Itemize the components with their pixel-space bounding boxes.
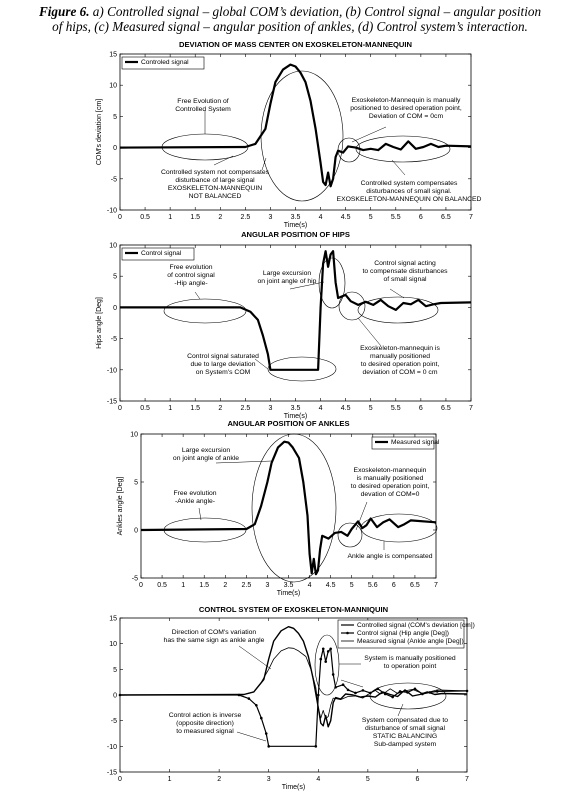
x-tick-label: 5.5	[390, 405, 401, 412]
y-axis-label: Ankles angle [Deg]	[117, 476, 124, 536]
annotation-line: Deviation of COM = 0cm	[368, 113, 444, 120]
x-tick-label: 3	[268, 214, 273, 221]
y-tick-label: -5	[110, 336, 117, 344]
annotation-line: STATIC BALANCING	[372, 733, 438, 740]
x-tick-label: 0.5	[157, 582, 167, 589]
annotation-line: is manually positioned	[356, 475, 424, 482]
chart-title: ANGULAR POSITION OF ANKLES	[227, 419, 350, 428]
x-tick-label: 0	[118, 776, 122, 783]
y-tick-label: 15	[109, 615, 117, 623]
series-point	[267, 745, 270, 748]
annotation-text	[173, 490, 216, 505]
y-tick-label: -15	[106, 769, 117, 777]
x-tick-label: 6.5	[441, 405, 451, 412]
x-tick-label: 1.5	[190, 214, 201, 221]
x-tick-label: 2	[218, 405, 223, 412]
annotation-line: Direction of COM's variation	[171, 629, 257, 636]
annotation-text	[258, 270, 317, 285]
legend-label: Measured signal	[391, 439, 440, 446]
annotation-line: has the same sign as ankle angle	[163, 637, 265, 644]
x-tick-label: 1	[168, 405, 173, 412]
annotation-line: Exoskeleton-mannequin is	[360, 345, 440, 352]
annotation-line: to operation point	[383, 663, 437, 670]
x-tick-label: 1	[168, 214, 173, 221]
series-point	[327, 650, 330, 653]
y-tick-label: 0	[113, 304, 117, 312]
x-tick-label: 7	[469, 405, 473, 412]
annotation-line: Controlled system not compensates	[160, 169, 270, 176]
x-tick-label: 4	[318, 405, 323, 412]
x-tick-label: 0	[118, 405, 122, 412]
series-point	[391, 696, 394, 699]
x-tick-label: 6.5	[441, 214, 451, 221]
annotation-pointer	[195, 292, 200, 299]
x-tick-label: 7	[465, 776, 469, 783]
x-tick-label: 6	[391, 582, 396, 589]
annotation-text	[362, 260, 448, 283]
annotation-line: to desired operation point,	[360, 361, 440, 368]
y-tick-label: 5	[113, 666, 117, 674]
annotation-line: Control signal acting	[374, 260, 436, 267]
x-tick-label: 0	[118, 214, 122, 221]
x-tick-label: 3.5	[290, 405, 301, 412]
annotation-text	[161, 169, 270, 200]
annotation-line: Free evolution	[173, 490, 217, 497]
y-tick-label: 10	[130, 431, 138, 439]
annotation-pointer	[237, 732, 266, 741]
x-tick-label: 5	[365, 776, 370, 783]
annotation-line: manually positioned	[369, 353, 431, 360]
annotation-text	[351, 467, 430, 498]
y-tick-label: 10	[109, 242, 117, 250]
y-tick-label: -10	[106, 367, 117, 375]
x-tick-label: 4	[318, 214, 323, 221]
y-tick-label: 0	[113, 692, 117, 700]
annotation-pointer	[214, 156, 233, 165]
series-point	[322, 648, 325, 651]
annotation-line: to measured signal	[176, 728, 234, 735]
x-tick-label: 6	[418, 214, 423, 221]
annotation-line: EXOSKELETON-MANNEQUIN	[167, 185, 263, 192]
x-tick-label: 5	[368, 405, 373, 412]
annotation-line: due to large deviation	[190, 361, 256, 368]
y-axis-label: Hips angle [Deg]	[96, 297, 103, 349]
y-tick-label: -5	[110, 176, 117, 184]
legend-label: Controlled signal (COM's deviation [cm])	[357, 622, 475, 629]
annotation-line: Free evolution	[169, 264, 213, 271]
annotation-line: (opposite direction)	[176, 720, 234, 727]
y-tick-label: -5	[131, 575, 138, 583]
y-tick-label: 0	[113, 145, 117, 153]
y-tick-label: 5	[134, 479, 138, 487]
highlight-ellipse	[252, 434, 336, 582]
x-tick-label: 4.5	[325, 582, 336, 589]
x-tick-label: 1.5	[190, 405, 201, 412]
y-tick-label: 5	[113, 273, 117, 281]
x-tick-label: 3.5	[283, 582, 294, 589]
x-axis-label: Time(s)	[276, 590, 301, 597]
series-point	[317, 694, 320, 697]
legend-label: Control signal (Hip angle [Deg])	[357, 630, 449, 637]
series-point	[324, 660, 327, 663]
x-tick-label: 5	[368, 214, 373, 221]
annotation-line: on joint angle of ankle	[172, 455, 240, 462]
x-tick-label: 0.5	[140, 214, 150, 221]
annotation-line: Sub-damped system	[373, 741, 437, 748]
highlight-ellipse	[370, 683, 446, 709]
x-tick-label: 4.5	[340, 405, 351, 412]
legend-marker	[346, 632, 349, 635]
legend-label: Controled signal	[141, 59, 189, 66]
x-tick-label: 2.5	[240, 214, 251, 221]
annotation-line: Exoskeleton-Mannequin is manually	[351, 97, 461, 104]
x-tick-label: 4.5	[340, 214, 351, 221]
x-tick-label: 2.5	[241, 582, 252, 589]
highlight-ellipse	[358, 297, 438, 323]
annotation-line: devation of COM=0	[360, 491, 420, 498]
chart-title: CONTROL SYSTEM OF EXOSKELETON-MANNIQUIN	[198, 605, 389, 614]
annotation-line: disturbances of small signal.	[366, 188, 452, 195]
annotation-line: Controlled system compensates	[360, 180, 458, 187]
x-tick-label: 6	[415, 776, 420, 783]
x-tick-label: 2	[218, 214, 223, 221]
annotation-line: Large excursion	[262, 270, 312, 277]
annotation-text	[175, 98, 231, 113]
chart-title: DEVIATION OF MASS CENTER ON EXOSKELETON-MANNEQUIN	[178, 40, 413, 49]
chart-panel-2	[96, 230, 473, 420]
annotation-pointer	[398, 704, 403, 716]
annotation-line: disturbance of large signal	[175, 177, 255, 184]
x-axis-label: Time(s)	[281, 784, 306, 791]
annotation-pointer	[390, 289, 404, 298]
annotation-line: disturbance of small signal	[364, 725, 446, 732]
annotation-text	[350, 97, 462, 120]
annotation-line: Free Evolution of	[177, 98, 229, 105]
annotation-text	[362, 717, 448, 748]
annotation-line: System is manually positioned	[364, 655, 456, 662]
annotation-pointer	[255, 359, 268, 369]
x-tick-label: 5.6	[367, 582, 378, 589]
y-tick-label: -10	[106, 743, 117, 751]
annotation-line: Control action is inverse	[168, 712, 242, 719]
x-tick-label: 3	[265, 582, 270, 589]
x-tick-label: 5.5	[390, 214, 401, 221]
y-tick-label: -10	[106, 207, 117, 215]
x-tick-label: 2.5	[240, 405, 251, 412]
x-tick-label: 3	[268, 405, 273, 412]
annotation-line: EXOSKELETON-MANNEQUIN ON BALANCED	[336, 196, 482, 203]
annotation-line: -Hip angle-	[174, 280, 208, 287]
annotation-line: to desired operation point,	[350, 483, 430, 490]
annotation-line: Large excursion	[181, 447, 231, 454]
highlight-ellipse	[338, 523, 362, 547]
x-tick-label: 6.5	[410, 582, 420, 589]
series-point	[329, 648, 332, 651]
chart-panel-4	[107, 605, 475, 791]
highlight-ellipse	[164, 299, 246, 323]
x-tick-label: 3	[266, 776, 271, 783]
series-point	[347, 689, 350, 692]
x-tick-label: 0	[139, 582, 143, 589]
y-tick-label: 15	[109, 51, 117, 59]
series-point	[315, 745, 318, 748]
series-point	[238, 694, 241, 697]
chart-panel-1	[96, 40, 482, 229]
annotation-line: positioned to desired operation point,	[350, 105, 462, 112]
x-tick-label: 3.5	[290, 214, 301, 221]
x-tick-label: 2	[217, 776, 222, 783]
chart-title: ANGULAR POSITION OF HIPS	[241, 230, 350, 239]
series-point	[265, 732, 268, 735]
annotation-text	[164, 629, 265, 644]
series-point	[319, 658, 322, 661]
series-point	[354, 692, 357, 695]
annotation-text	[347, 553, 432, 560]
x-tick-label: 1.5	[199, 582, 210, 589]
x-axis-label: Time(s)	[283, 413, 308, 420]
caption-line-1: a) Controlled signal – global COM’s deviation, (b) Control signal – angular position	[92, 4, 542, 19]
highlight-ellipse	[338, 138, 360, 162]
x-axis-label: Time(s)	[283, 222, 308, 229]
annotation-text	[167, 264, 215, 287]
annotation-line: to compensate disturbances	[362, 268, 448, 275]
x-tick-label: 4	[307, 582, 312, 589]
series-point	[406, 691, 409, 694]
x-tick-label: 5	[349, 582, 354, 589]
y-tick-label: 0	[134, 527, 138, 535]
series-point	[332, 673, 335, 676]
x-tick-label: 4	[316, 776, 321, 783]
x-tick-label: 6	[418, 405, 423, 412]
series-point	[255, 704, 258, 707]
y-tick-label: -15	[106, 398, 117, 406]
legend-label: Control signal	[141, 250, 182, 257]
x-tick-label: 7	[469, 214, 473, 221]
annotation-line: on joint angle of hip	[257, 278, 317, 285]
x-tick-label: 7	[434, 582, 438, 589]
annotation-text	[337, 180, 482, 203]
annotation-text	[187, 353, 259, 376]
caption-line-2: of hips, (c) Measured signal – angular position of ankles, (d) Control system’s interaction.	[52, 19, 528, 34]
x-tick-label: 1	[167, 776, 172, 783]
legend-label: Measured signal (Ankle angle [Deg])	[357, 638, 464, 645]
annotation-line: deviation of COM = 0 cm	[362, 369, 438, 376]
series-point	[362, 689, 365, 692]
annotation-line: Control signal saturated	[187, 353, 259, 360]
series-point	[248, 697, 251, 700]
annotation-line: -Ankle angle-	[174, 498, 216, 505]
annotation-line: Exoskeleton-mannequin	[353, 467, 427, 474]
x-tick-label: 2	[223, 582, 228, 589]
y-tick-label: 10	[109, 82, 117, 90]
annotation-line: Ankle angle is compensated	[347, 553, 433, 560]
x-tick-label: 1	[181, 582, 186, 589]
chart-panel-3	[117, 419, 440, 597]
annotation-text	[360, 345, 440, 376]
annotation-text	[364, 655, 456, 670]
figure-label: Figure 6.	[38, 4, 90, 19]
annotation-pointer	[358, 318, 381, 346]
highlight-ellipse	[361, 514, 437, 542]
annotation-line: of small signal	[383, 276, 427, 283]
series-point	[260, 717, 263, 720]
highlight-ellipse	[339, 292, 365, 320]
series-point	[342, 683, 345, 686]
y-tick-label: 10	[109, 641, 117, 649]
annotation-line: NOT BALANCED	[188, 193, 242, 200]
annotation-text	[169, 712, 242, 735]
y-tick-label: -5	[110, 718, 117, 726]
highlight-ellipse	[315, 635, 339, 695]
annotation-line: System compensated due to	[361, 717, 449, 724]
annotation-line: on System's COM	[195, 369, 251, 376]
annotation-pointer	[239, 646, 271, 669]
y-axis-label: COM's deviation [cm]	[96, 98, 103, 166]
y-tick-label: 5	[113, 113, 117, 121]
annotation-line: Controlled System	[175, 106, 231, 113]
annotation-line: of control signal	[167, 272, 215, 279]
annotation-text	[173, 447, 239, 462]
x-tick-label: 0.5	[140, 405, 150, 412]
